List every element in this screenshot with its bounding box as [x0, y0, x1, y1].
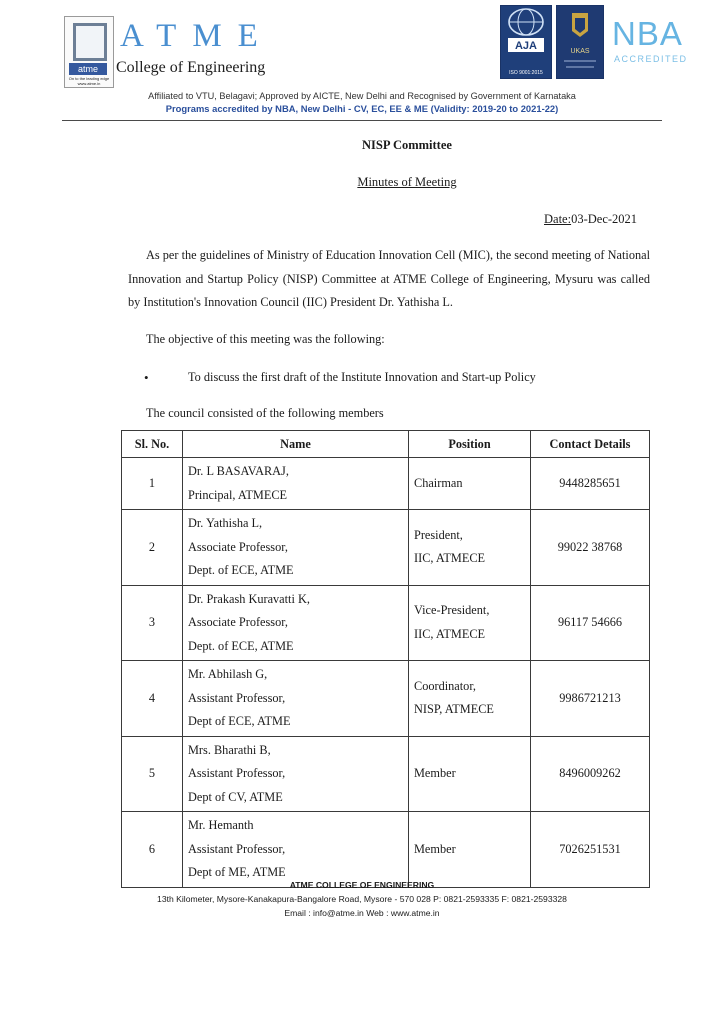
- cell-position: [409, 458, 531, 510]
- name-line: Dept of ME, ATME: [188, 865, 286, 879]
- intro-paragraph: [128, 244, 650, 315]
- objective-intro: The objective of this meeting was the following:: [146, 332, 385, 346]
- position-line: Member: [414, 766, 456, 780]
- nba-accredited-text: ACCREDITED: [614, 54, 688, 64]
- date-value: 03-Dec-2021: [571, 212, 638, 226]
- council-intro: The council consisted of the following members: [146, 406, 384, 420]
- cell-name: [183, 812, 409, 888]
- cell-position: [409, 661, 531, 737]
- bullet-icon: •: [144, 370, 149, 385]
- members-table: [121, 430, 650, 888]
- cell-contact: 9448285651: [531, 458, 650, 510]
- header-sl-no: Sl. No.: [122, 431, 183, 458]
- cell-name: [183, 736, 409, 812]
- cell-contact: 96117 54666: [531, 585, 650, 661]
- affiliation-line: Affiliated to VTU, Belagavi; Approved by AICTE, New Delhi and Recognised by Government of Karnataka: [148, 91, 576, 101]
- cell-name: [183, 458, 409, 510]
- logo-tagline-text: On to the leading edge: [68, 76, 110, 81]
- cell-position: [409, 510, 531, 586]
- position-line: Chairman: [414, 475, 463, 490]
- name-line: Dept of CV, ATME: [188, 789, 283, 804]
- cell-position: [409, 812, 531, 888]
- name-line: Dept. of ECE, ATME: [188, 638, 294, 653]
- name-line: Dr. Prakash Kuravatti K,: [188, 591, 310, 606]
- logo-url-text: www.atme.in: [77, 81, 101, 86]
- cell-name: [183, 661, 409, 737]
- header-position: Position: [409, 431, 531, 458]
- header-name: Name: [183, 431, 409, 458]
- cell-contact: 9986721213: [531, 661, 650, 737]
- ukas-label: UKAS: [570, 48, 590, 55]
- footer-college-name: ATME COLLEGE OF ENGINEERING: [289, 880, 435, 890]
- table-row: [122, 510, 650, 586]
- header-divider: [62, 120, 662, 121]
- position-line: IIC, ATMECE: [414, 551, 486, 566]
- cell-sl-no: 5: [122, 736, 183, 812]
- objective-item: To discuss the first draft of the Institute Innovation and Start-up Policy: [188, 370, 536, 384]
- date-label: Date:: [544, 212, 572, 226]
- cell-sl-no: 4: [122, 661, 183, 737]
- cell-contact: 7026251531: [531, 812, 650, 888]
- cell-sl-no: 6: [122, 812, 183, 888]
- name-line: Principal, ATMECE: [188, 487, 288, 502]
- ukas-certification-logo: [556, 5, 604, 79]
- meeting-date: [544, 212, 637, 227]
- cell-contact: 99022 38768: [531, 510, 650, 586]
- document-title: NISP Committee: [362, 138, 452, 152]
- intro-text: As per the guidelines of Ministry of Education Innovation Cell (MIC), the second meeting of National Innovation and Startup Policy (NISP) Committee at ATME College of Engineering, Mysuru was called by Institution's Innovation Council (IIC) President Dr. Yathisha L.: [128, 248, 650, 309]
- nba-logo-text: NBA: [612, 15, 683, 52]
- cell-name: [183, 585, 409, 661]
- atme-logo: [64, 16, 114, 88]
- name-line: Dr. Yathisha L,: [188, 516, 263, 530]
- position-line: Coordinator,: [414, 678, 477, 693]
- cell-contact: 8496009262: [531, 736, 650, 812]
- name-line: Associate Professor,: [188, 539, 288, 554]
- table-row: [122, 812, 650, 888]
- document-subtitle: Minutes of Meeting: [357, 175, 457, 189]
- cell-sl-no: 2: [122, 510, 183, 586]
- college-acronym: ATME: [120, 18, 274, 54]
- name-line: Dr. L BASAVARAJ,: [188, 464, 289, 478]
- name-line: Dept. of ECE, ATME: [188, 563, 294, 577]
- position-line: NISP, ATMECE: [414, 702, 494, 717]
- table-row: [122, 736, 650, 812]
- position-line: Vice-President,: [414, 603, 490, 618]
- programs-accreditation-line: Programs accredited by NBA, New Delhi - CV, EC, EE & ME (Validity: 2019-20 to 2021-22): [165, 103, 559, 114]
- table-row: [122, 458, 650, 510]
- name-line: Assistant Professor,: [188, 690, 286, 705]
- position-line: IIC, ATMECE: [414, 626, 486, 641]
- position-line: Member: [414, 841, 456, 856]
- name-line: Dept of ECE, ATME: [188, 714, 291, 728]
- aja-iso-label: ISO 9001:2015: [509, 70, 543, 76]
- college-name: College of Engineering: [116, 59, 266, 76]
- name-line: Mr. Hemanth: [188, 818, 254, 832]
- name-line: Associate Professor,: [188, 615, 288, 629]
- logo-tagline: [67, 76, 111, 86]
- footer-contact: Email : info@atme.in Web : www.atme.in: [284, 908, 440, 918]
- footer-address: 13th Kilometer, Mysore-Kanakapura-Bangalore Road, Mysore - 570 028 P: 0821-2593335 F: 0821-2593328: [157, 894, 567, 904]
- cell-sl-no: 1: [122, 458, 183, 510]
- cell-position: [409, 736, 531, 812]
- name-line: Assistant Professor,: [188, 766, 286, 780]
- logo-word: atme: [69, 63, 107, 75]
- name-line: Mr. Abhilash G,: [188, 667, 268, 681]
- table-row: [122, 661, 650, 737]
- cell-position: [409, 585, 531, 661]
- cell-sl-no: 3: [122, 585, 183, 661]
- name-line: Assistant Professor,: [188, 841, 286, 856]
- table-row: [122, 585, 650, 661]
- table-header-row: [122, 431, 650, 458]
- logo-frame-icon: [73, 23, 107, 61]
- cell-name: [183, 510, 409, 586]
- position-line: President,: [414, 527, 463, 542]
- header-contact-details: Contact Details: [531, 431, 650, 458]
- aja-label: AJA: [514, 40, 538, 52]
- aja-certification-logo: [500, 5, 552, 79]
- name-line: Mrs. Bharathi B,: [188, 742, 271, 757]
